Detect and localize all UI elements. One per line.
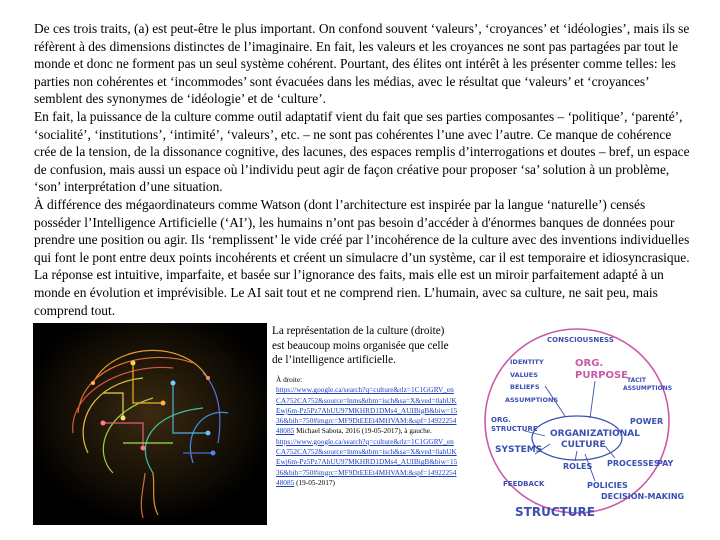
source-credit-left: (19-05-2017) [294, 477, 335, 487]
source-link-left[interactable]: https://www.google.ca/search?q=culture&rlz=1C1GGRV_enCA752CA752&source=lnms&tbm=isch&sa=X&ved=0ahUKEwj6m-Pz5Pz7AhUU97MKHRD1DMs4_AUIBigB&biw=1536&bih=750#imgrc=MF9DtEEEt4MHVAM:&spf=1492225448085 [276, 436, 458, 487]
svg-text:DECISION-MAKING: DECISION-MAKING [601, 492, 685, 501]
culture-sketch-image [465, 326, 697, 526]
svg-text:POWER: POWER [630, 417, 664, 426]
svg-text:FEEDBACK: FEEDBACK [503, 480, 545, 488]
svg-text:TACIT: TACIT [627, 377, 646, 384]
svg-text:ASSUMPTIONS: ASSUMPTIONS [623, 385, 673, 392]
paragraph-1: De ces trois traits, (a) est peut-être le plus important. On confond souvent ‘valeurs’, ‘croyances’ et ‘idéologies’, mais ils se réfèrent à des dimensions distinctes de l’imaginaire. En fait, les valeurs et les croyances ne sont pas partagées par tout le monde et donc ne forment pas un seul système cohérent. Pourtant, des élites ont intérêt à les présenter comme telles: les parties non cohérentes et ‘incommodes’ sont évacuées dans les médias, avec le résultat que ‘valeurs’ et ‘croyances’ semblent des synonymes de ‘idéologie’ et de ‘culture’. [34, 21, 690, 107]
paragraph-2: En fait, la puissance de la culture comme outil adaptatif vient du fait que ses parties composantes – ‘politique’, ‘parenté’, ‘socialité’, ‘institutions’, ‘intimité’, ‘valeurs’, etc. – ne sont pas cohérentes l’une avec l’autre. Ce manque de cohérence crée de la tension, de la dissonance cognitive, des lacunes, des espaces remplis d’interrogations et doutes – bref, un espace de confusion, mais aussi un espace où l’individu peut agir de façon créative pour proposer ‘sa’ solution à un problème, ‘son’ interprétation d’une situation. [34, 108, 690, 195]
svg-text:ASSUMPTIONS: ASSUMPTIONS [505, 396, 559, 404]
culture-diagram-illustration [465, 326, 697, 526]
svg-text:ROLES: ROLES [563, 462, 593, 471]
svg-text:POLICIES: POLICIES [587, 481, 628, 490]
source-label: À droite: [276, 375, 303, 384]
svg-text:IDENTITY: IDENTITY [510, 358, 544, 366]
svg-text:ORG.: ORG. [575, 358, 604, 369]
svg-text:BELIEFS: BELIEFS [510, 383, 540, 391]
svg-text:PAY: PAY [657, 459, 674, 468]
svg-text:ORG.: ORG. [491, 416, 511, 424]
source-link-right[interactable]: https://www.google.ca/search?q=culture&rlz=1C1GGRV_enCA752CA752&source=lnms&tbm=isch&sa=X&ved=0ahUKEwj6m-Pz5Pz7AhUU97MKHRD1DMs4_AUIBigB&biw=1536&bih=750#imgrc=MF9DtEEEt4MHVAM:&spf=1492225448085 [276, 385, 458, 436]
article-body [34, 20, 690, 319]
svg-text:CULTURE: CULTURE [561, 440, 606, 450]
paragraph-3: À différence des mégaordinateurs comme Watson (dont l’architecture est inspirée par la langue ‘naturelle’) censés posséder l’Intelligence Artificielle (‘AI’), les humains n’ont pas besoin d’accéder à d'énormes banques de données pour prendre une position ou agir. Ils ‘remplissent’ le vide créé par l’incohérence de la culture avec des inventions individuelles qui font le pont entre deux points incohérents et créent un simulacre d’un système, car il est temporaire et idiosyncrasique. La réponse est intuitive, imparfaite, et basée sur l’ignorance des faits, mais elle est un miroir parfaitement adapté à un monde en évolution et imprévisible. Le AI sait tout et ne comprend rien. L’humain, avec sa culture, ne sait peu, mais comprend tout. [34, 196, 690, 318]
source-credit-right: Michael Sabota, 2016 (19-05-2017), à gauche. [294, 426, 432, 436]
circuit-brain-illustration [33, 323, 267, 525]
svg-text:ORGANIZATIONAL: ORGANIZATIONAL [550, 429, 640, 439]
svg-text:PURPOSE: PURPOSE [575, 370, 629, 381]
svg-text:CONSCIOUSNESS: CONSCIOUSNESS [547, 336, 614, 344]
svg-text:VALUES: VALUES [510, 371, 538, 379]
svg-text:SYSTEMS: SYSTEMS [495, 445, 543, 455]
svg-text:PROCESSES: PROCESSES [607, 459, 660, 468]
figure-caption: La représentation de la culture (droite) est beaucoup moins organisée que celle de l’intelligence artificielle. [272, 325, 449, 366]
ai-brain-image [33, 323, 267, 525]
svg-text:STRUCTURE: STRUCTURE [491, 425, 538, 433]
image-sources [276, 375, 458, 488]
svg-text:STRUCTURE: STRUCTURE [515, 505, 595, 519]
